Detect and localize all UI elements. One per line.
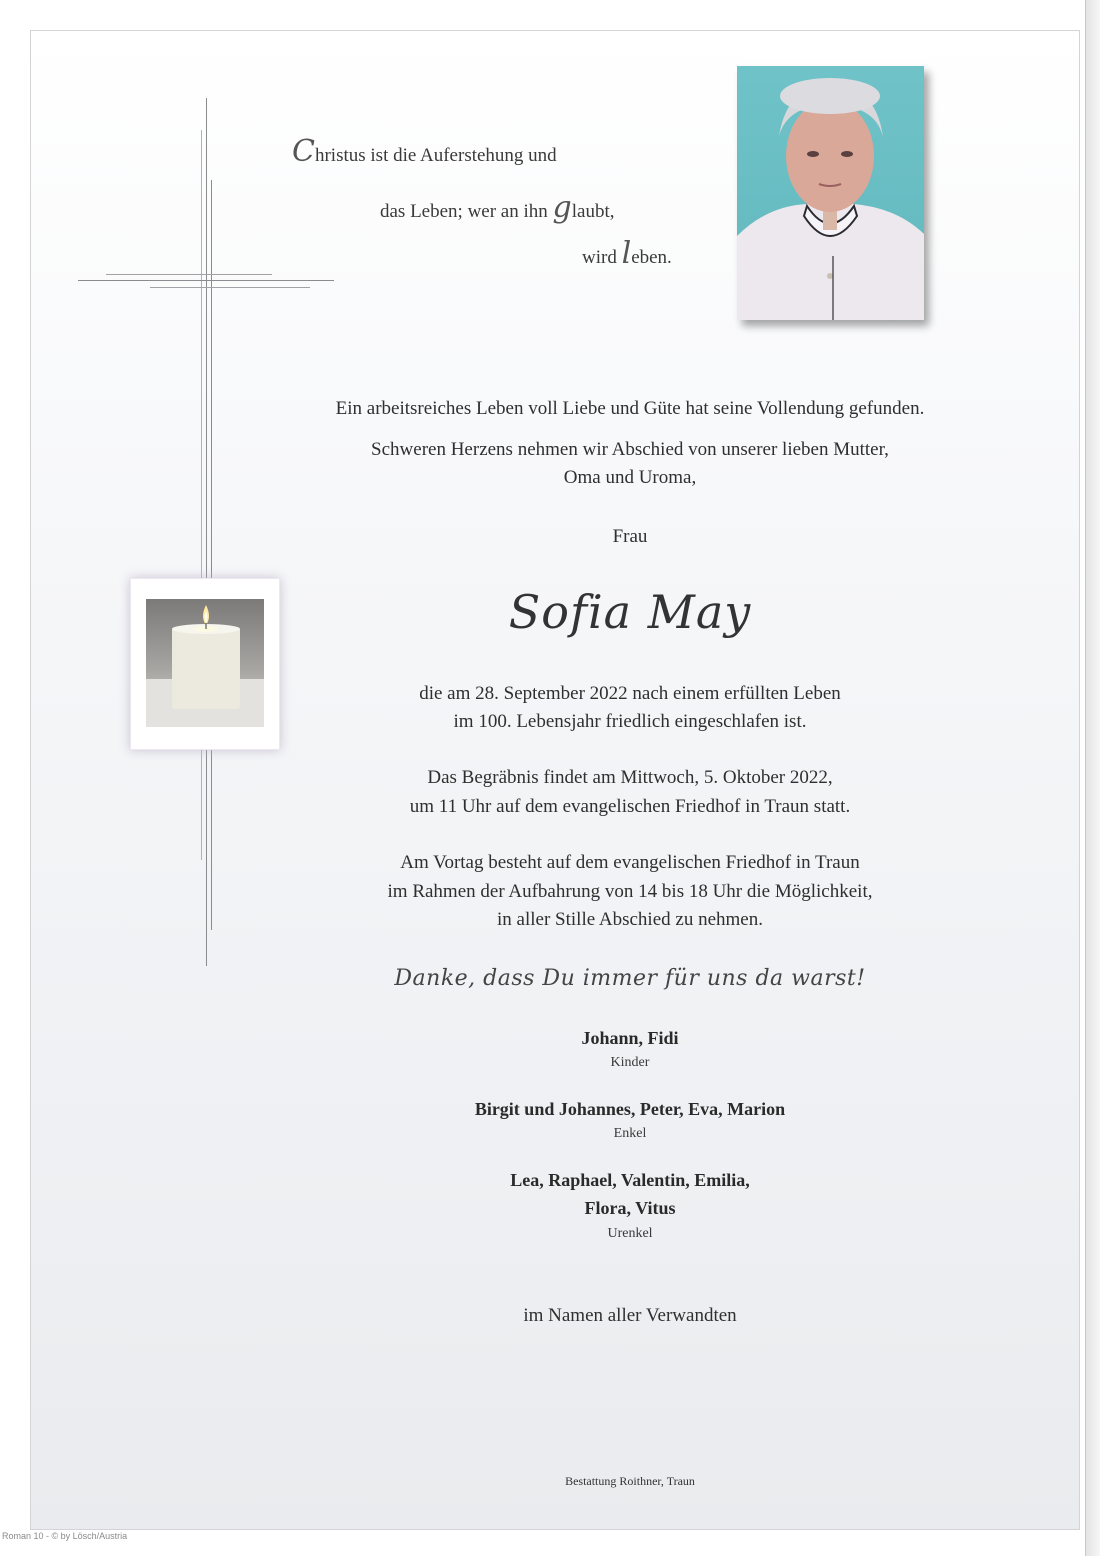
death-line-1: die am 28. September 2022 nach einem erfüllten Leben <box>419 683 841 704</box>
verse-line-3: wird leben. <box>582 236 672 271</box>
intro-line-2: Schweren Herzens nehmen wir Abschied von unserer lieben Mutter, <box>371 439 889 460</box>
mourner-relation: Enkel <box>613 1126 647 1141</box>
thanks-line: Danke, dass Du immer für uns da warst! <box>394 966 866 991</box>
mourner-names: Johann, Fidi <box>581 1028 679 1048</box>
deceased-name: Sofia May <box>508 585 752 639</box>
closing-line: im Namen aller Verwandten <box>523 1305 737 1326</box>
funeral-line-1: Das Begräbnis findet am Mittwoch, 5. Oktober 2022, <box>427 767 833 788</box>
mourner-relation: Kinder <box>610 1055 650 1070</box>
candle-image <box>146 599 264 727</box>
portrait-photo <box>737 66 924 320</box>
mourner-names: Flora, Vitus <box>584 1198 676 1218</box>
funeral-line-2: um 11 Uhr auf dem evangelischen Friedhof in Traun statt. <box>409 796 851 817</box>
candle-frame <box>130 578 280 750</box>
undertaker: Bestattung Roithner, Traun <box>565 1474 695 1488</box>
page-edge <box>1085 0 1100 1556</box>
viewing-line-1: Am Vortag besteht auf dem evangelischen Friedhof in Traun <box>400 852 860 873</box>
viewing-line-3: in aller Stille Abschied zu nehmen. <box>497 909 763 930</box>
mourner-names: Birgit und Johannes, Peter, Eva, Marion <box>474 1099 786 1119</box>
death-line-2: im 100. Lebensjahr friedlich eingeschlafen ist. <box>453 711 807 732</box>
mourner-relation: Urenkel <box>607 1226 653 1241</box>
footer-copyright: Roman 10 - © by Lösch/Austria <box>2 1531 128 1541</box>
mourner-names: Lea, Raphael, Valentin, Emilia, <box>510 1170 750 1190</box>
viewing-line-2: im Rahmen der Aufbahrung von 14 bis 18 Uhr die Möglichkeit, <box>387 881 873 902</box>
verse-line-1: Christus ist die Auferstehung und <box>292 134 557 169</box>
portrait-illustration <box>737 66 924 320</box>
salutation: Frau <box>612 526 648 547</box>
intro-line-3: Oma und Uroma, <box>563 467 697 488</box>
verse-line-2: das Leben; wer an ihn glaubt, <box>380 190 615 225</box>
intro-line-1: Ein arbeitsreiches Leben voll Liebe und Güte hat seine Vollendung gefunden. <box>335 398 925 419</box>
candle-illustration <box>146 599 264 727</box>
